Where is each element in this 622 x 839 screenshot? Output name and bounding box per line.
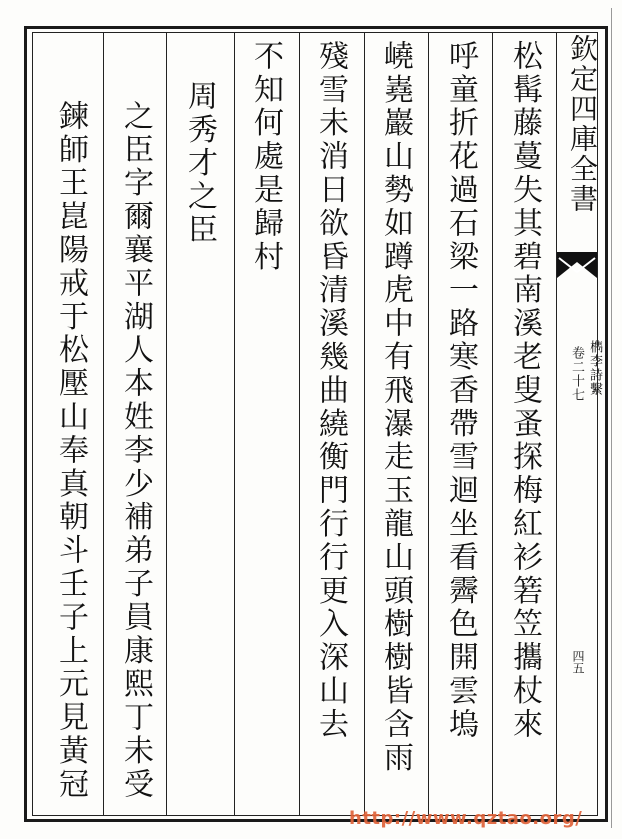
- text-column: 不知何處是歸村: [248, 40, 283, 274]
- entry-heading: 周秀才之臣: [182, 80, 217, 247]
- column-rule: [556, 32, 557, 816]
- column-rule: [234, 32, 235, 816]
- column-rule: [166, 32, 167, 816]
- collection-title: 欽定四庫全書: [566, 34, 599, 214]
- column-rule: [364, 32, 365, 816]
- column-rule: [492, 32, 493, 816]
- text-column: 松髯藤蔓失其碧南溪老叟蚤探梅紅衫箬笠攜杖來: [507, 40, 542, 742]
- page-number: 四五: [571, 650, 585, 674]
- text-column: 之臣字爾襄平湖人本姓李少補弟子員康熙丁未受: [118, 100, 153, 802]
- text-column: 殘雪未消日欲昏清溪幾曲繞衡門行行更入深山去: [313, 40, 348, 742]
- text-column: 鍊師王崑陽戒于松壓山奉真朝斗壬子上元見黃冠: [53, 100, 88, 802]
- text-column: 嶢嶤巖山勢如蹲虎中有飛瀑走玉龍山頭樹樹皆含雨: [378, 40, 413, 775]
- column-rule: [428, 32, 429, 816]
- column-rule: [103, 32, 104, 816]
- fish-tail-ornament: [557, 252, 597, 282]
- column-rule: [299, 32, 300, 816]
- watermark-url: http://www.qztao.org/: [349, 808, 583, 829]
- page-edge: [611, 8, 622, 828]
- volume-label: 卷二十七: [569, 346, 584, 402]
- book-title: 檇李詩繫: [587, 340, 602, 396]
- text-column: 呼童折花過石梁一路寒香帶雪迴坐看霽色開雲塢: [443, 40, 478, 742]
